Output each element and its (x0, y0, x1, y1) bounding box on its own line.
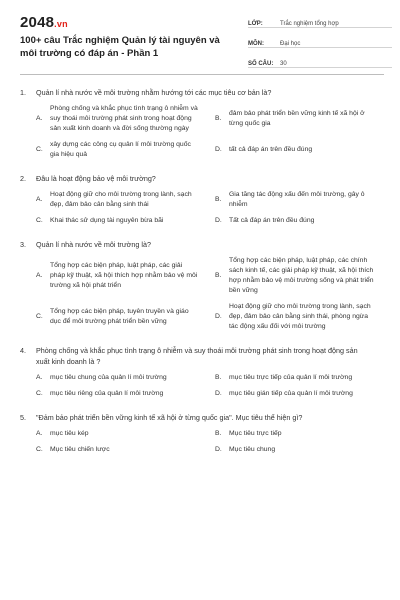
option-a[interactable] (36, 429, 205, 439)
option-d[interactable] (215, 445, 384, 455)
brand-suffix: .vn (54, 19, 68, 29)
question-2 (20, 173, 384, 226)
option-a[interactable] (36, 190, 205, 210)
option-letter: B. (215, 272, 222, 279)
brand-name: 2048 (20, 14, 55, 31)
option-letter: A. (36, 430, 43, 437)
question-3-options (20, 250, 384, 332)
option-text: Hoạt động giữ cho môi trường trong lành, sạch đẹp, đảm bảo cân bằng sinh thái (50, 191, 192, 208)
option-d[interactable] (215, 216, 384, 226)
option-a[interactable] (36, 256, 205, 296)
option-a[interactable] (36, 373, 205, 383)
option-letter: A. (36, 115, 43, 122)
option-d[interactable] (215, 140, 384, 160)
option-letter: B. (215, 430, 222, 437)
meta-subject-value: Đại học (280, 41, 301, 47)
meta-class (248, 12, 392, 28)
option-a[interactable] (36, 104, 205, 134)
option-text: Mục tiêu chiến lược (50, 446, 110, 453)
option-letter: B. (215, 374, 222, 381)
meta-count-value: 30 (280, 61, 287, 67)
question-4-options (20, 367, 384, 399)
question-number: 3. (20, 240, 26, 249)
option-letter: B. (215, 196, 222, 203)
option-text: Hoạt động giữ cho môi trường trong lành, sạch đẹp, đảm bảo cân bằng sinh thái, phòng ngừa tác động xấu đối với môi trường (229, 303, 371, 330)
option-b[interactable] (215, 104, 384, 134)
option-letter: C. (36, 217, 43, 224)
option-text: mục tiêu kép (50, 430, 89, 437)
option-letter: D. (215, 146, 222, 153)
option-text: mục tiêu gián tiếp của quản lí môi trường (229, 390, 353, 397)
option-b[interactable] (215, 256, 384, 296)
question-1 (20, 87, 384, 160)
option-text: xây dựng các công cụ quản lí môi trường quốc gia hiệu quả (50, 141, 191, 158)
option-letter: D. (215, 390, 222, 397)
option-c[interactable] (36, 302, 205, 332)
question-4-text (20, 345, 384, 367)
option-text: tất cả đáp án trên đều đúng (229, 146, 313, 153)
option-text: Mục tiêu trực tiếp (229, 430, 282, 437)
option-text: Tổng hợp các biện pháp, luật pháp, các chính sách kinh tế, các giải pháp kỹ thuật, xã hội thích hợp nhằm bảo vệ môi trường sống và phát triển bền vững (229, 257, 374, 294)
option-letter: A. (36, 272, 43, 279)
question-number: 1. (20, 88, 26, 97)
option-text: Khai thác sử dụng tài nguyên bừa bãi (50, 217, 164, 224)
meta-count (248, 52, 392, 68)
option-letter: A. (36, 196, 43, 203)
meta-class-label: LỚP: (248, 21, 263, 27)
option-b[interactable] (215, 429, 384, 439)
question-2-text (20, 173, 384, 184)
option-text: mục tiêu trực tiếp của quản lí môi trường (229, 374, 353, 381)
option-d[interactable] (215, 302, 384, 332)
option-letter: D. (215, 446, 222, 453)
question-list (20, 75, 384, 455)
option-letter: C. (36, 390, 43, 397)
option-b[interactable] (215, 190, 384, 210)
quiz-meta (248, 12, 392, 72)
option-text: mục tiêu chung của quản lí môi trường (50, 374, 167, 381)
option-c[interactable] (36, 216, 205, 226)
question-prompt: Phòng chống và khắc phục tình trạng ô nhiễm và suy thoái môi trường phát sinh trong hoạt động sản xuất kinh doanh là ? (36, 346, 358, 366)
option-letter: C. (36, 313, 43, 320)
option-text: Tổng hợp các biện pháp, luật pháp, các giải pháp kỹ thuật, xã hội thích hợp nhằm bảo vệ môi trường xã hội phát triển (50, 262, 198, 289)
option-letter: C. (36, 446, 43, 453)
question-5-text (20, 412, 384, 423)
option-c[interactable] (36, 445, 205, 455)
question-prompt: Đâu là hoạt động bảo vệ môi trường? (36, 174, 156, 183)
meta-subject-label: MÔN: (248, 41, 264, 47)
option-letter: D. (215, 313, 222, 320)
option-c[interactable] (36, 140, 205, 160)
option-letter: C. (36, 146, 43, 153)
option-text: Gia tăng tác động xấu đến môi trường, gây ô nhiễm (229, 191, 365, 208)
question-3-text (20, 239, 384, 250)
question-4 (20, 345, 384, 399)
option-text: mục tiêu riêng của quản lí môi trường (50, 390, 164, 397)
question-1-options (20, 98, 384, 160)
page-header (20, 12, 384, 75)
question-5-options (20, 423, 384, 455)
question-number: 2. (20, 174, 26, 183)
option-text: Tổng hợp các biện pháp, tuyên truyền và giáo dục để môi trường phát triển bền vững (50, 308, 189, 325)
meta-count-label: SỐ CÂU: (248, 61, 274, 67)
page-title: 100+ câu Trắc nghiệm Quản lý tài nguyên và môi trường có đáp án - Phần 1 (20, 35, 220, 59)
question-prompt: "Đảm bảo phát triển bền vững kinh tế xã hội ở từng quốc gia". Mục tiêu thể hiện gì? (36, 413, 303, 422)
question-prompt: Quản lí nhà nước về môi trường nhằm hướng tới các mục tiêu cơ bản là? (36, 88, 272, 97)
question-1-text (20, 87, 384, 98)
option-text: Phòng chống và khắc phục tình trạng ô nhiễm và suy thoái môi trường phát sinh trong hoạt động sản xuất kinh doanh và đời sống thường ngày (50, 105, 198, 132)
brand-logo[interactable] (20, 14, 68, 31)
option-d[interactable] (215, 389, 384, 399)
option-b[interactable] (215, 373, 384, 383)
question-prompt: Quản lí nhà nước về môi trường là? (36, 240, 151, 249)
option-c[interactable] (36, 389, 205, 399)
meta-class-value: Trắc nghiệm tổng hợp (280, 21, 339, 27)
option-text: Tất cả đáp án trên đều đúng (229, 217, 315, 224)
option-letter: B. (215, 115, 222, 122)
option-text: Mục tiêu chung (229, 446, 276, 453)
question-number: 4. (20, 346, 26, 355)
question-number: 5. (20, 413, 26, 422)
question-3 (20, 239, 384, 332)
option-letter: A. (36, 374, 43, 381)
question-5 (20, 412, 384, 455)
meta-subject (248, 32, 392, 48)
option-letter: D. (215, 217, 222, 224)
question-2-options (20, 184, 384, 226)
option-text: đảm bảo phát triển bền vững kinh tế xã hội ở từng quốc gia (229, 110, 365, 127)
